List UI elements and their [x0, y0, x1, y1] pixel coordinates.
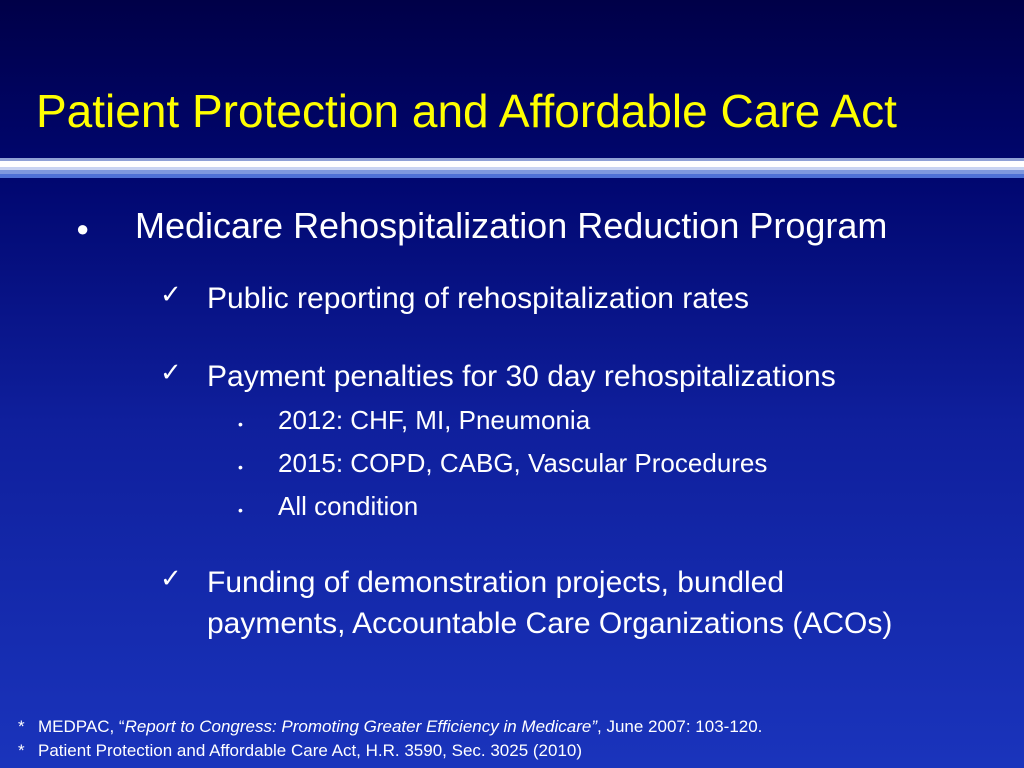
footnote-ppaca [18, 741, 582, 761]
bullet-main-text: Medicare Rehospitalization Reduction Program [135, 205, 888, 246]
subbullet-funding-line1: Funding of demonstration projects, bundled [207, 566, 785, 599]
checkmark-icon: ✓ [160, 279, 182, 309]
footnote-star: * [18, 741, 25, 760]
title-divider [0, 158, 1024, 180]
subbullet-payment-penalties: Payment penalties for 30 day rehospitalizations [207, 360, 836, 393]
small-bullet-icon: • [238, 502, 243, 518]
checkmark-icon: ✓ [160, 563, 182, 593]
bullet-dot-icon: ● [76, 216, 90, 241]
slide-title: Patient Protection and Affordable Care Act [36, 85, 897, 137]
subitem-2015: 2015: COPD, CABG, Vascular Procedures [278, 448, 768, 478]
footnote-medpac-suffix: , June 2007: 103-120. [597, 717, 763, 736]
small-bullet-icon: • [238, 459, 243, 475]
subbullet-public-reporting: Public reporting of rehospitalization rates [207, 282, 749, 315]
subitem-all-condition: All condition [278, 491, 419, 521]
checkmark-icon: ✓ [160, 357, 182, 387]
footnote-medpac-prefix: MEDPAC, “ [38, 717, 125, 736]
subbullet-funding-line2: payments, Accountable Care Organizations (ACOs) [207, 607, 893, 640]
footnote-ppaca-text: Patient Protection and Affordable Care Act, H.R. 3590, Sec. 3025 (2010) [38, 741, 583, 760]
small-bullet-icon: • [238, 416, 243, 432]
subitem-2012: 2012: CHF, MI, Pneumonia [278, 405, 591, 435]
footnote-star: * [18, 717, 25, 736]
footnote-medpac [18, 717, 762, 737]
footnote-medpac-title: Report to Congress: Promoting Greater Efficiency in Medicare” [124, 717, 597, 736]
